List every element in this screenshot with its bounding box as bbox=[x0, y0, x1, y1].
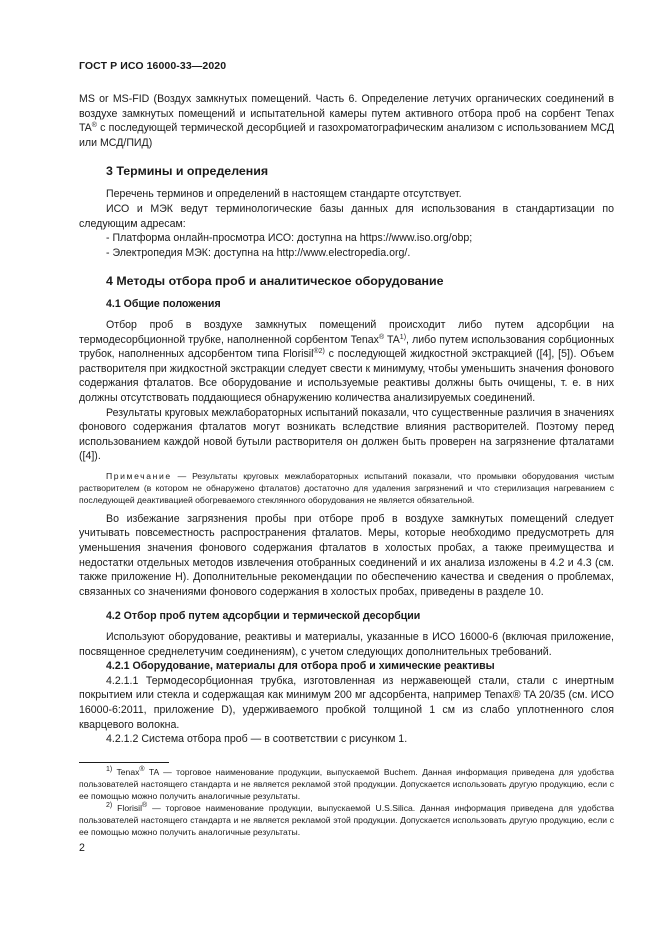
footnote-mark-1: 1) bbox=[106, 766, 113, 773]
text-run: с последующей жидкостной экстракцией ([4], [5]). Объем растворителя при жидкостной экстракции следует свести к минимуму, чтобы уменьшить значения фонового содержания фталатов. Все оборудование и используемые реактивы должны быть очищены, т. е. в них должны отсутствовать поддающиеся обнаружению количества анализируемых соединений. bbox=[79, 348, 614, 404]
registered-mark: ® bbox=[378, 333, 385, 341]
intro-text-b: с последующей термической десорбцией и газохроматографическим анализом с использованием МСД или МСД/ПИД) bbox=[79, 122, 614, 149]
note-label: Примечание bbox=[106, 470, 172, 481]
note-block bbox=[79, 470, 614, 506]
main-text bbox=[79, 92, 614, 747]
page-number: 2 bbox=[79, 842, 85, 854]
list-item-iso-obp: - Платформа онлайн-просмотра ИСО: доступна на https://www.iso.org/obp; bbox=[106, 232, 473, 245]
section-4-2-1-heading: 4.2.1 Оборудование, материалы для отбора проб и химические реактивы bbox=[106, 660, 495, 673]
text-run: , либо путем использования сорбционных трубок, наполненных адсорбентом типа Florisil bbox=[79, 333, 614, 361]
text-run: Tenax bbox=[112, 767, 140, 777]
footnote-ref-1: 1) bbox=[399, 333, 407, 341]
section-4-1-p1 bbox=[79, 318, 614, 406]
footnote-mark-2: 2) bbox=[106, 802, 113, 809]
text-run: Florisil bbox=[112, 803, 142, 813]
footnote-separator bbox=[79, 762, 169, 763]
section-4-heading: 4 Методы отбора проб и аналитическое оборудование bbox=[106, 274, 444, 289]
clause-4-2-1-2: 4.2.1.2 Система отбора проб — в соответствии с рисунком 1. bbox=[106, 733, 408, 746]
text-run: TA bbox=[384, 333, 400, 346]
registered-mark: ® bbox=[142, 802, 148, 809]
footnotes bbox=[79, 766, 614, 838]
section-4-2-p1: Используют оборудование, реактивы и материалы, указанные в ИСО 16000-6 (включая приложение, посвященное среднелетучим соединениям), с учетом следующих дополнительных требований. bbox=[79, 631, 614, 658]
registered-mark: ® bbox=[91, 122, 97, 130]
clause-4-2-1-1: 4.2.1.1 Термодесорбционная трубка, изготовленная из нержавеющей стали, стали с инертным покрытием или стекла и содержащая как минимум 200 мг адсорбента, например Tenax® TA 20/35 (см. ИСО 16000-6:2011, приложение D), удерживаемого пробкой толщиной 1 см из слабо уплотненного слоя кварцевого волокна. bbox=[79, 674, 614, 731]
section-4-2-heading: 4.2 Отбор проб путем адсорбции и термической десорбции bbox=[106, 610, 421, 623]
running-header: ГОСТ Р ИСО 16000-33—2020 bbox=[79, 60, 227, 72]
section-4-1-p3: Во избежание загрязнения пробы при отборе проб в воздухе замкнутых помещений следует учитывать повсеместность распространения фталатов. Меры, которые необходимо предусмотреть для уменьшения значения фонового содержания фталатов в холостых пробах, а также преимущества и недостатки отдельных методов извлечения отобранных соединений и их анализа изложены в 4.2 и 4.3 (см. также приложение Н). Дополнительные рекомендации по обеспечению качества и сведения о проблемах, связанных со значениями фонового содержания в холостых пробах, приведены в разделе 10. bbox=[79, 512, 614, 598]
note-text: — Результаты круговых межлабораторных испытаний показали, что промывки оборудования чистым растворителем (в котором не обнаружено фталатов) достаточно для удаления загрязнений и что стерилизация нагреванием с последующей деактивацией обогреваемого стеклянного оборудования не является обязательной. bbox=[79, 470, 614, 505]
section-4-1-heading: 4.1 Общие положения bbox=[106, 298, 221, 311]
footnote-ref-2: ®2) bbox=[313, 348, 325, 356]
section-3-p1: Перечень терминов и определений в настоящем стандарте отсутствует. bbox=[106, 188, 462, 201]
footnote-1 bbox=[79, 766, 614, 802]
text-run: TA — торговое наименование продукции, выпускаемой Buchem. Данная информация приведена для удобства пользователей настоящего стандарта и не является рекламой этой продукции. Допускается использовать другую продукцию, если с ее помощью можно получить аналогичные результаты. bbox=[79, 767, 614, 801]
list-item-electropedia: - Электропедия МЭК: доступна на http://www.electropedia.org/. bbox=[106, 246, 411, 259]
intro-paragraph bbox=[79, 92, 614, 150]
intro-text-a: MS or MS-FID (Воздух замкнутых помещений. Часть 6. Определение летучих органических соединений в воздухе замкнутых помещений и испытательной камеры путем активного отбора проб на сорбент Tenax TA bbox=[79, 93, 614, 135]
registered-mark: ® bbox=[139, 766, 145, 773]
section-3-p2: ИСО и МЭК ведут терминологические базы данных для использования в стандартизации по следующим адресам: bbox=[79, 202, 614, 230]
text-run: — торговое наименование продукции, выпускаемой U.S.Silica. Данная информация приведена для удобства пользователей настоящего стандарта и не является рекламой этой продукции. Допускается использовать другую продукцию, если с ее помощью можно получить аналогичные результаты. bbox=[79, 803, 614, 837]
section-4-1-p2: Результаты круговых межлабораторных испытаний показали, что существенные различия в значениях фонового содержания фталатов могут возникать вследствие влияния растворителей. Поэтому перед использованием каждой новой бутыли растворителя он должен быть проверен на загрязнение фталатами ([4]). bbox=[79, 406, 614, 463]
section-3-heading: 3 Термины и определения bbox=[106, 164, 269, 179]
text-run: Отбор проб в воздухе замкнутых помещений происходит либо путем адсорбции на термодесорбционной трубке, наполненной сорбентом Tenax bbox=[79, 318, 614, 346]
footnote-2 bbox=[79, 802, 614, 838]
